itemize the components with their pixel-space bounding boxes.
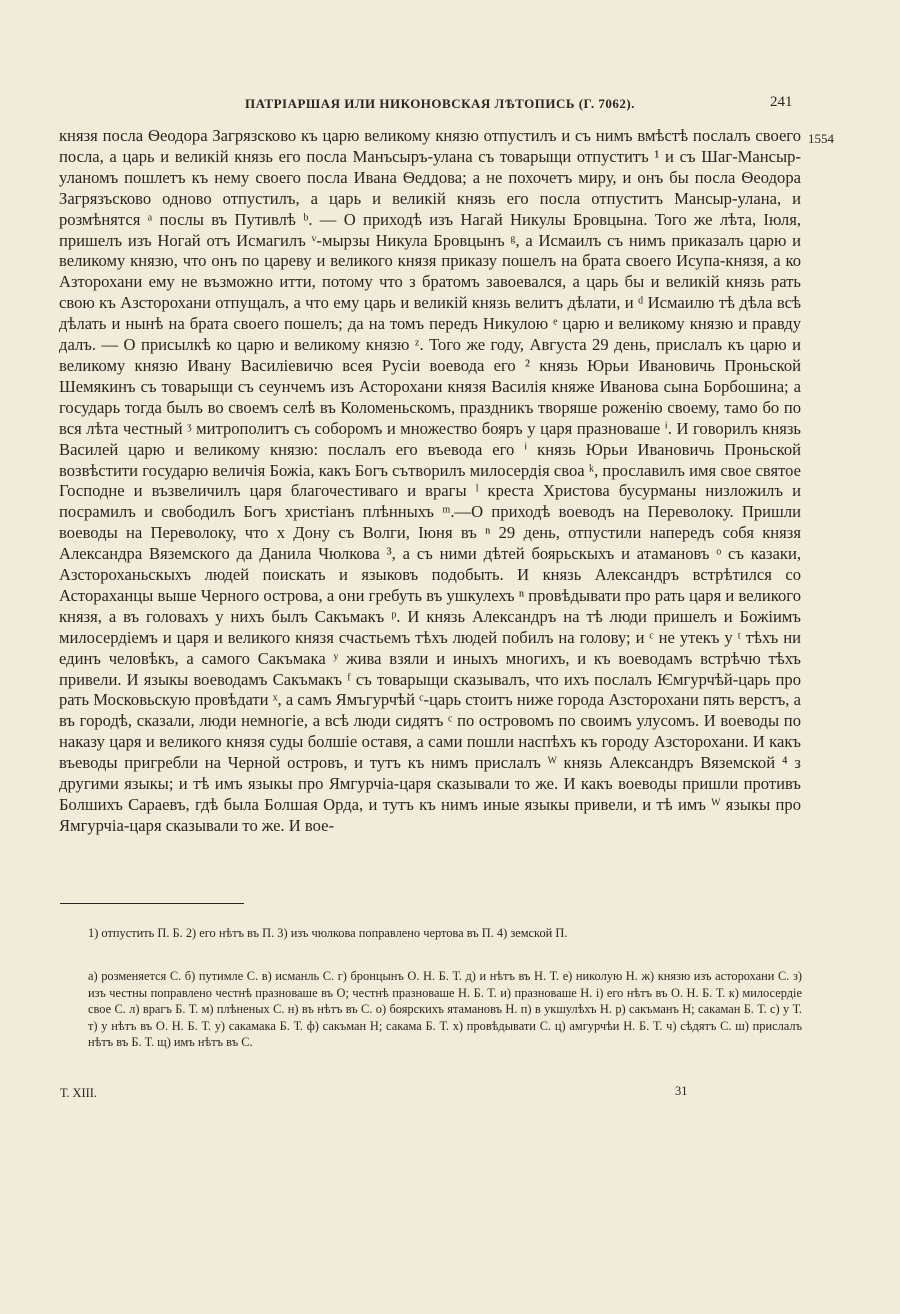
footnote-divider	[60, 903, 244, 904]
sheet-signature: 31	[675, 1084, 688, 1098]
page-number: 241	[770, 94, 793, 110]
margin-year: 1554	[808, 131, 834, 146]
main-text: князя посла Ѳеодора Загрязсково къ царю великому князю отпустилъ и съ нимъ вмѣстѣ послалъ своего посла, а царь и великій князь его посла Манъсыръ-улана съ товарыщи отпуститъ ¹ и съ Шаг-Мансыр-уланомъ пошлетъ къ нему своего посла Ивана Ѳеддова; а не похочетъ миру, и онъ бы посла Ѳеодора Загрязъсково одново отпустилъ, а царь и великій князь его посла отпуститъ Мансыр-улана, и розмѣнятся ᵃ послы въ Путивлѣ ᵇ. — О приходѣ изъ Нагай Никулы Бровцына. Того же лѣта, Іюля, пришелъ изъ Ногай отъ Исмагилъ ᵛ-мырзы Никула Бровцынъ ᵍ, а Исмаилъ съ нимъ приказалъ царю и великому князю, что онъ по цареву и великого князя приказу пошелъ на брата своего Исупа-князя, а ко Азторохани ему не възможно итти, потому что з братомъ завоевался, а царь бы и великій князь рать свою къ Азсторохани отпущалъ, а что ему царь и великій князь велитъ дѣлати, и ᵈ Исмаилю тѣ дѣла всѣ дѣлать и нынѣ на брата своего пошелъ; да на томъ передъ Никулою ᵉ царю и великому князю и правду далъ. — О присылкѣ ко царю и великому князю ᶻ. Того же году, Августа 29 день, прислалъ къ царю и великому князю Ивану Василіевичю всея Русіи воевода его ² князь Юрьи Ивановичь Проньской Шемякинъ съ товарыщи съ сеунчемъ изъ Асторохани князя Василія княже Иванова сына Борбошина; а государь тогда былъ во своемъ селѣ въ Коломеньскомъ, праздникъ творяше роженію своему, тамо бо по вся лѣта честный ᶾ митрополитъ съ соборомъ и множество бояръ у царя празноваше ⁱ. И говорилъ князь Василей царю и великому князю: послалъ его въевода его ⁱ князь Юрьи Ивановичь Проньской возвѣстити государю величія Божіа, какъ Богъ сътворилъ милосердія своа ᵏ, прославилъ имя свое святое Господне и възвеличилъ царя благочестиваго и врагы ˡ креста Христова бусурманы низложилъ и посрамилъ и свободилъ Богъ христіанъ плѣнныхъ ᵐ.—О приходѣ воеводъ на Переволоку. Пришли воеводы на Переволоку, что х Дону съ Волги, Іюня въ ⁿ 29 день, отпустили напередъ собя князя Александра Вяземского да Данила Чюлкова ³, а съ ними дѣтей боярьскыхъ и атамановъ ᵒ съ казаки, Азстороханьскыхъ людей поискать и языковъ подобыть. И князь Александръ встрѣтился со Астораханцы выше Черного острова, а они гребуть въ ушкулехъ ⁿ провѣдывати про рать царя и великого князя, а въ головахъ у нихъ былъ Сакъмакъ ᵖ. И князь Александръ на тѣ люди пришелъ и Божіимъ милосердіемъ и царя и великого князя счастьемъ тѣхъ людей побилъ на голову; и ᶜ не утекъ у ᵗ тѣхъ ни единъ человѣкъ, а самого Сакъмака ʸ жива взяли и иныхъ многихъ, и къ воеводамъ встрѣчю тѣхъ привели. И языкы воеводамъ Сакъмакъ ᶠ съ товарыщи сказывалъ, что ихъ послалъ Ѥмгурчѣй-царь про рать Московьскую провѣдати ˣ, а самъ Ямъгурчѣй ᶜ-царь стоитъ ниже города Азсторохани пять верстъ, а въ городѣ, сказали, люди немногіе, а всѣ люди сидятъ ᶜ по островомъ по своимъ улусомъ. И воеводы по наказу царя и великого князя суды болшіе оставя, а сами пошли наспѣхъ къ городу Азсторохани. И какъ въеводы пригребли на Черной островъ, и тутъ къ нимъ прислалъ ᵂ князь Александръ Вяземской ⁴ з другими языкы; и тѣ имъ языкы про Ямгурчіа-царя сказывали то же. И какъ воеводы пришли противъ Болшихъ Сараевъ, гдѣ была Болшая Орда, и тутъ къ нимъ иные языкы привели, и тѣ имъ ᵂ языкы про Ямгурчіа-царя сказывали то же. И вое-	[59, 126, 801, 835]
volume-signature: Т. XIII.	[60, 1086, 97, 1100]
lettered-variant-notes: а) розменяется С. б) путимле С. в) исманль С. г) бронцынъ О. Н. Б. Т. д) и нѣтъ въ Н. Т. е) николую Н. ж) князю изъ асторохани С. з) изъ честны поправлено честнѣ празноваше въ О; честнѣ празноваше Н. Б. Т. и) празноваше Н. і) его нѣтъ въ О. Н. Б. Т. к) милосердіе свое С. л) врагъ Б. Т. м) плѣненых С. н) въ нѣтъ въ С. о) боярскихъ ятамановъ Н. п) в укшулѣхъ Н. р) сакъманъ Н; сакаман Б. Т. с) у Т. т) у нѣтъ въ О. Н. Б. Т. у) сакамака Б. Т. ф) сакъман Н; сакама Б. Т. х) провѣдывати С. ц) амгурчѣи Н. Б. Т. ч) сѣдятъ С. ш) прислалъ нѣтъ въ Б. Т. щ) имъ нѣтъ въ С.	[88, 969, 802, 1050]
running-header-title: ПАТРІАРШАЯ ИЛИ НИКОНОВСКАЯ ЛѢТОПИСЬ (Г. 7062).	[245, 96, 635, 111]
numbered-footnotes: 1) отпустить П. Б. 2) его нѣтъ въ П. 3) изъ чюлкова поправлено чертова въ П. 4) земской П.	[88, 926, 568, 940]
main-text-block	[59, 126, 801, 837]
